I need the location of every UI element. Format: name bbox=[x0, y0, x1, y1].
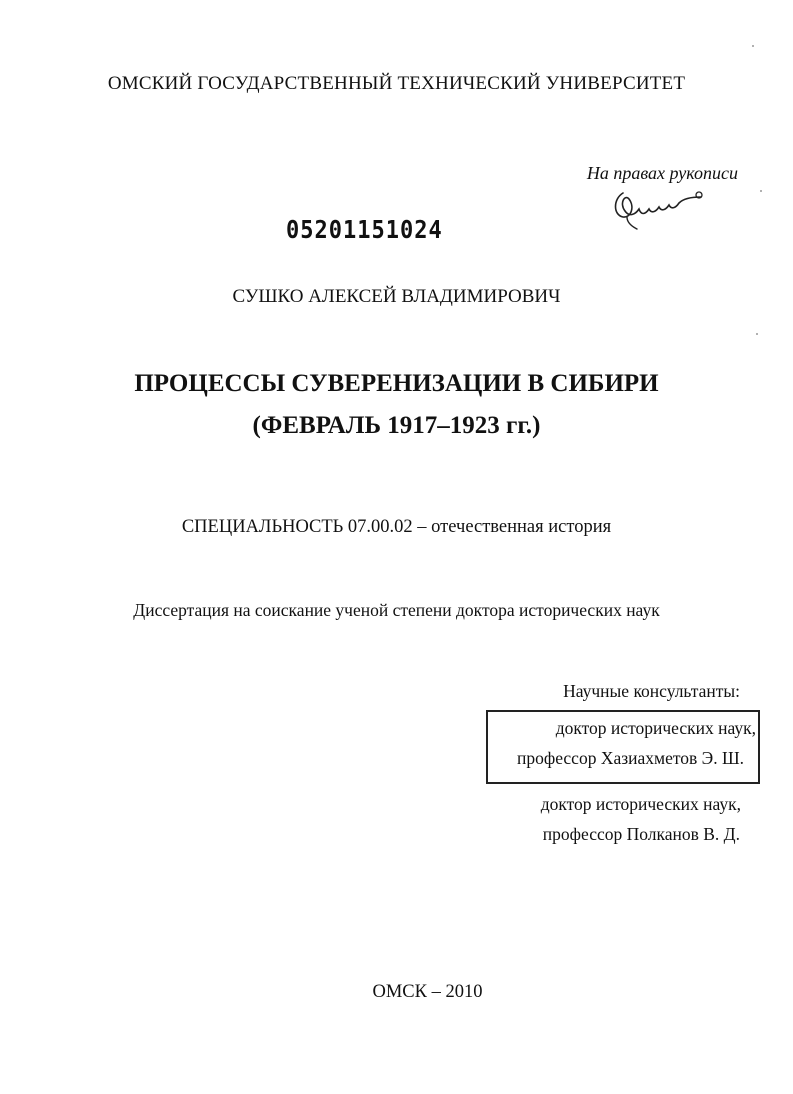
rights-note: На правах рукописи bbox=[586, 163, 738, 183]
consultant-1-title: доктор исторических наук, bbox=[555, 718, 756, 738]
consultant-1-name: профессор Хазиахметов Э. Ш. bbox=[517, 748, 744, 768]
university-name: ОМСКИЙ ГОСУДАРСТВЕННЫЙ ТЕХНИЧЕСКИЙ УНИВЕРСИТЕТ bbox=[107, 73, 686, 94]
place-and-year: ОМСК – 2010 bbox=[372, 982, 483, 1002]
handwritten-signature bbox=[605, 185, 710, 237]
consultant-2-title: доктор исторических наук, bbox=[540, 794, 741, 814]
consultant-2-name: профессор Полканов В. Д. bbox=[542, 824, 740, 844]
scan-speck bbox=[752, 45, 754, 47]
dissertation-title-line2: (ФЕВРАЛЬ 1917–1923 гг.) bbox=[252, 412, 541, 439]
degree-statement: Диссертация на соискание ученой степени доктора исторических наук bbox=[133, 600, 660, 620]
dissertation-title-line1: ПРОЦЕССЫ СУВЕРЕНИЗАЦИИ В СИБИРИ bbox=[134, 370, 659, 397]
scan-speck bbox=[760, 190, 762, 192]
consultants-heading: Научные консультанты: bbox=[563, 681, 740, 701]
registration-code: 05201151024 bbox=[286, 216, 443, 245]
scan-speck bbox=[756, 333, 758, 335]
specialty: СПЕЦИАЛЬНОСТЬ 07.00.02 – отечественная история bbox=[181, 517, 612, 537]
author-name: СУШКО АЛЕКСЕЙ ВЛАДИМИРОВИЧ bbox=[232, 286, 561, 307]
